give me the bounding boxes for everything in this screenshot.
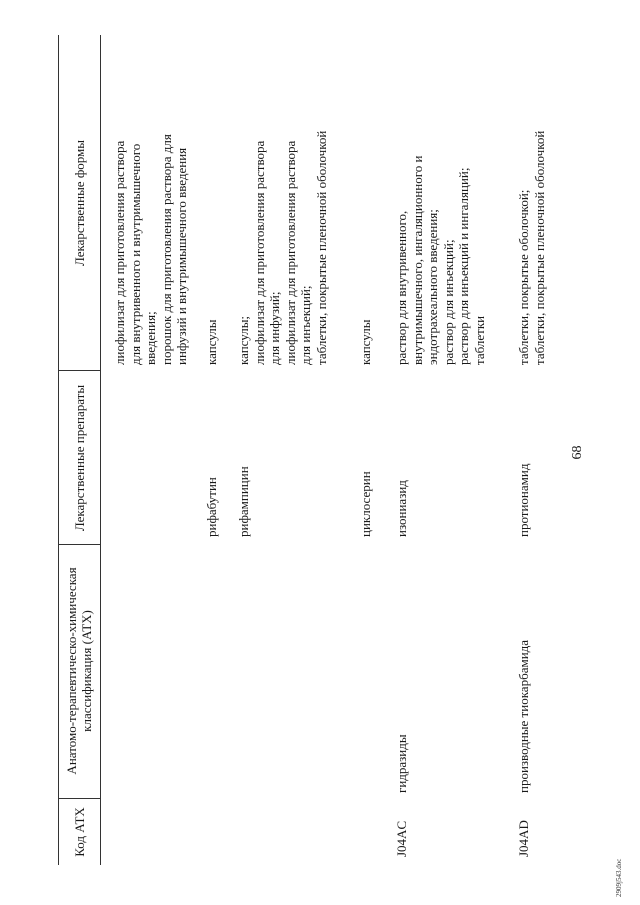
table-row-5-code: J04AD — [516, 820, 531, 857]
table-row-4-classification: гидразиды — [394, 734, 409, 793]
table-row-3-drug: циклосерин — [358, 471, 373, 537]
page-number: 68 — [570, 445, 585, 460]
table-row-1-forms: капсулы — [204, 319, 219, 365]
table-row-2-drug: рифампицин — [236, 466, 251, 537]
atx-table — [58, 35, 558, 865]
table-row-2-forms: капсулы; лиофилизат для приготовления раствора для инфузий; лиофилизат для приготовления раствора для инъекций; таблетки, покрытые пленочной оболочкой — [236, 130, 329, 365]
table-row-1-drug: рифабутин — [204, 477, 219, 537]
header-drugs: Лекарственные препараты — [71, 384, 87, 532]
table-row-5-drug: протионамид — [516, 463, 531, 537]
header-classification: Анатомо-терапевтическо-химическая классификация (АТХ) — [64, 567, 94, 775]
table-row-4-forms: раствор для внутривенного, внутримышечного, ингаляционного и эндотрахеального введения; раствор для инъекций; раствор для инъекций и ингаляций; таблетки — [394, 155, 487, 365]
table-row-4-drug: изониазид — [394, 480, 409, 537]
table-row-3-forms: капсулы — [358, 319, 373, 365]
footer-filename: 2909j543.doc — [615, 858, 623, 897]
table-row-4-code: J04AC — [394, 820, 409, 857]
header-bottom-border — [100, 35, 101, 865]
header-forms: Лекарственные формы — [71, 139, 87, 267]
table-row-0-forms: лиофилизат для приготовления раствора для внутривенного и внутримышечного введения; порошок для приготовления раствора для инфузий и внутримышечного введения — [112, 134, 190, 365]
table-row-5-classification: производные тиокарбамида — [516, 639, 531, 793]
header-code: Код АТХ — [71, 807, 87, 857]
table-row-5-forms: таблетки, покрытые оболочкой; таблетки, покрытые пленочной оболочкой — [516, 130, 547, 365]
